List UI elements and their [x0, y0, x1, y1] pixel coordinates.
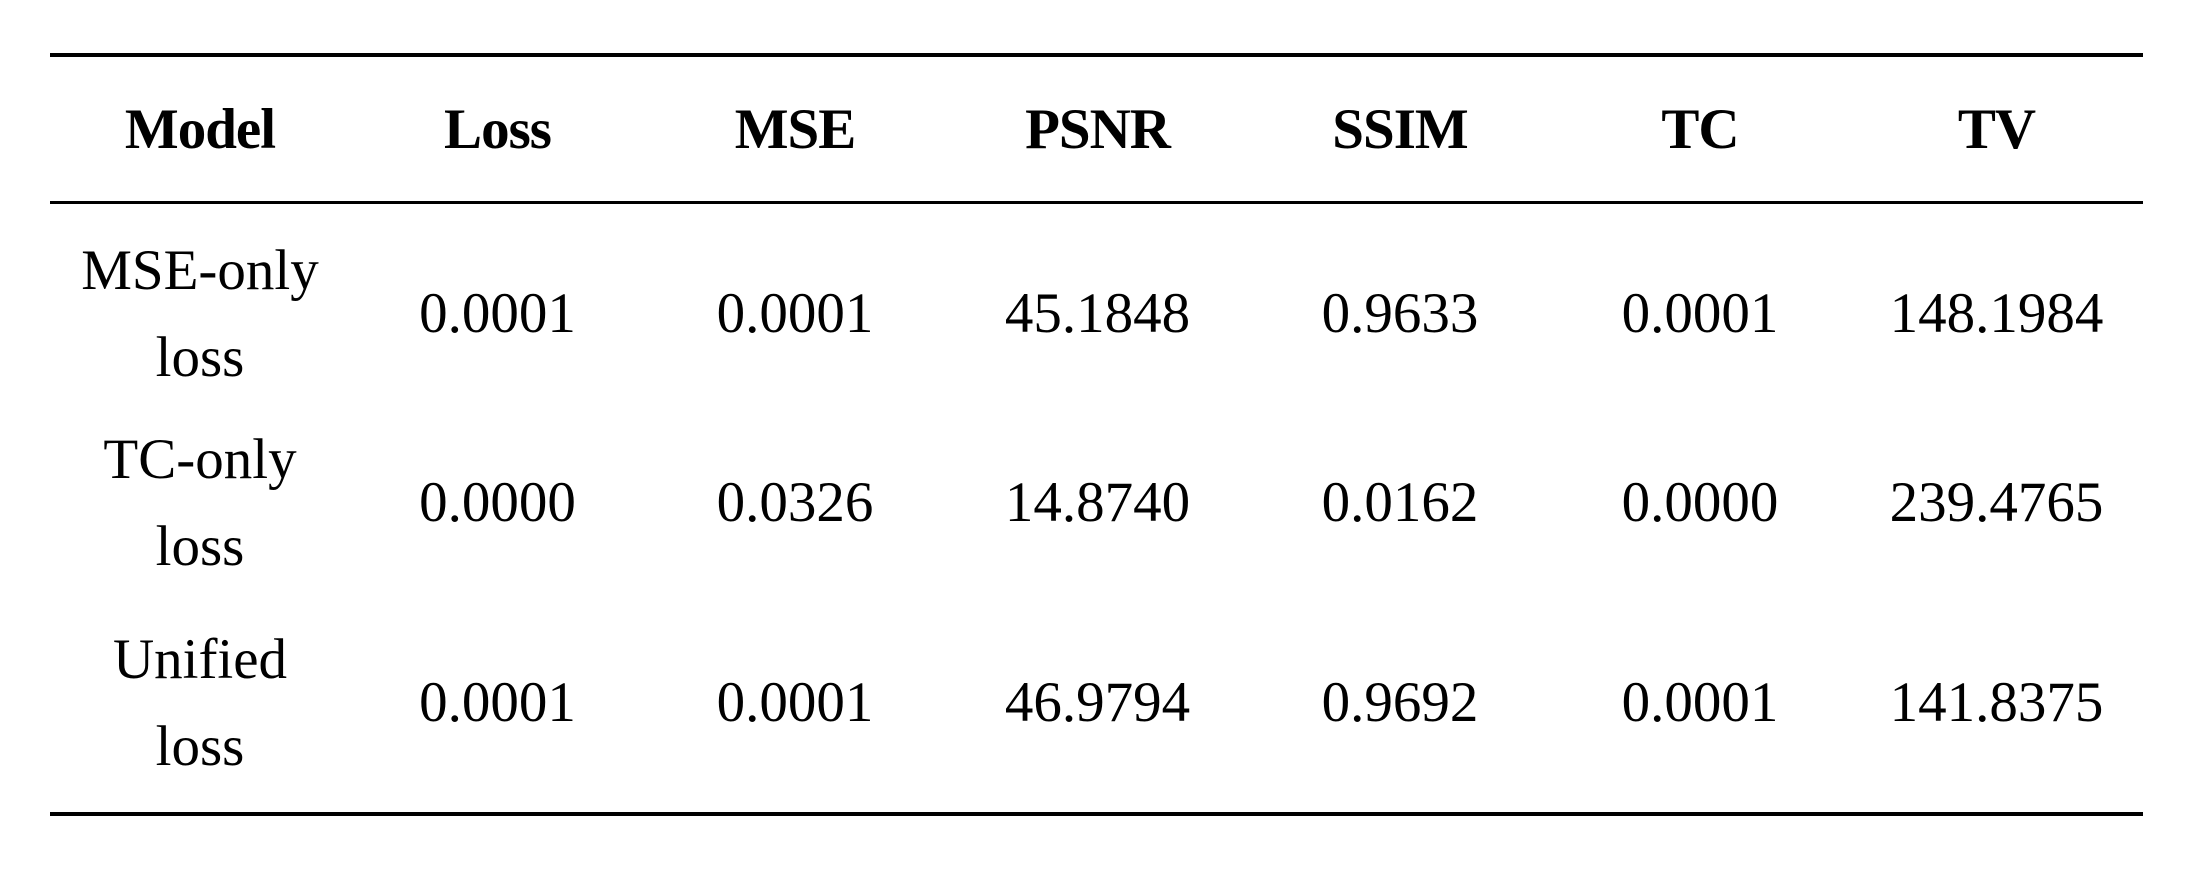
tv-cell: 141.8375	[1889, 671, 2104, 734]
results-table	[50, 53, 2143, 816]
model-name-line2: loss	[155, 514, 245, 578]
mse-cell: 0.0001	[716, 281, 874, 345]
model-name-line1: Unified	[112, 628, 288, 691]
ssim-cell: 0.9692	[1321, 671, 1479, 734]
results-table-container	[50, 53, 2143, 816]
header-mse: MSE	[734, 97, 856, 161]
header-model: Model	[124, 97, 276, 161]
model-cell	[50, 203, 350, 404]
tc-cell: 0.0001	[1621, 281, 1779, 345]
ssim-cell: 0.0162	[1321, 470, 1479, 534]
table-row	[50, 602, 2143, 814]
table-body	[50, 203, 2143, 815]
tv-cell: 239.4765	[1889, 470, 2104, 534]
psnr-cell: 46.9794	[1004, 671, 1191, 734]
table-header	[50, 55, 2143, 203]
header-loss: Loss	[444, 97, 551, 161]
psnr-cell: 45.1848	[1004, 281, 1191, 345]
model-cell	[50, 602, 350, 814]
loss-cell: 0.0001	[419, 281, 576, 345]
mse-cell: 0.0326	[716, 470, 874, 534]
tc-cell: 0.0000	[1621, 470, 1779, 534]
tc-cell: 0.0001	[1621, 671, 1779, 734]
model-name-line2: loss	[155, 715, 245, 778]
header-psnr: PSNR	[1025, 97, 1170, 161]
header-ssim: SSIM	[1332, 97, 1468, 161]
loss-cell: 0.0000	[419, 470, 576, 534]
ssim-cell: 0.9633	[1321, 281, 1479, 345]
header-tc: TC	[1661, 97, 1739, 161]
loss-cell: 0.0001	[419, 671, 576, 734]
table-row	[50, 203, 2143, 404]
psnr-cell: 14.8740	[1004, 470, 1191, 534]
mse-cell: 0.0001	[716, 671, 874, 734]
header-tv: TV	[1957, 97, 2036, 161]
model-name-line2: loss	[155, 325, 245, 389]
model-name-line1: MSE-only	[81, 238, 319, 302]
table-row	[50, 403, 2143, 602]
model-cell	[50, 403, 350, 602]
tv-cell: 148.1984	[1889, 281, 2104, 345]
header-row	[50, 55, 2143, 203]
model-name-line1: TC-only	[103, 427, 297, 491]
